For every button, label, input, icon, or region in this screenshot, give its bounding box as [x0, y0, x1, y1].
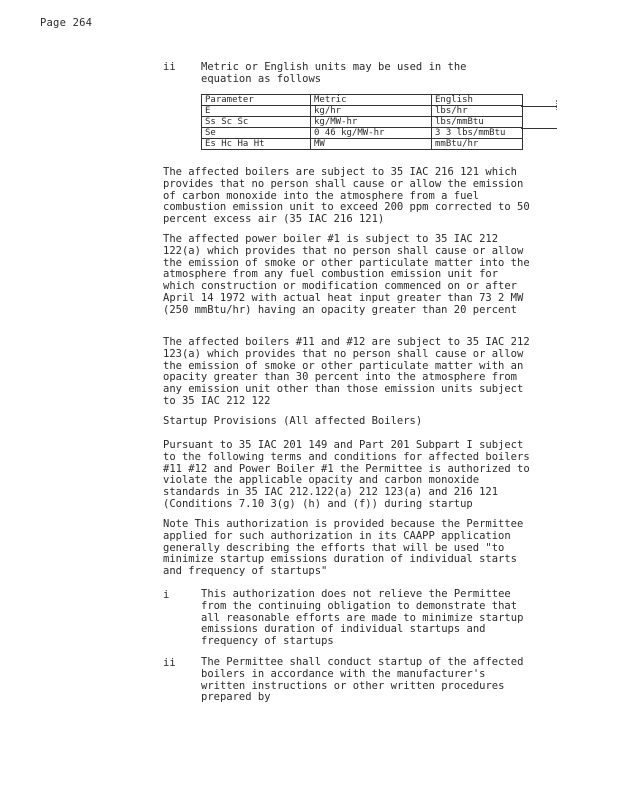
item-text: The Permittee shall conduct startup of the affected boilers in accordance with the manufacturer's written instructions or other written procedures prepared by — [201, 656, 524, 704]
table-cell: MW — [311, 139, 432, 150]
item-number: ii — [163, 61, 176, 73]
table-cell: Es Hc Ha Ht — [202, 139, 311, 150]
table-cell: Parameter — [202, 95, 311, 106]
table-cell: lbs/mmBtu — [432, 117, 523, 128]
table-row — [202, 139, 523, 150]
table-cell: lbs/hr — [432, 106, 523, 117]
paragraph-note: Note This authorization is provided because the Permittee applied for such authorization in its CAAPP application generally describing the efforts that will be used "to minimize startup emissions duration of individual starts and frequency of startups" — [163, 518, 524, 578]
table-cell: Se — [202, 128, 311, 139]
paragraph-startup-authorization: Pursuant to 35 IAC 201 149 and Part 201 Subpart I subject to the following terms and conditions for affected boilers #11 #12 and Power Boiler #1 the Permittee is authorized to violate the applicable opacity and carbon monoxide standards in 35 IAC 212.122(a) 212 123(a) and 216 121 (Conditions 7.10 3(g) (h) and (f)) during startup — [163, 439, 530, 510]
table-cell: English — [432, 95, 523, 106]
table-row — [202, 128, 523, 139]
paragraph-co-standard: The affected boilers are subject to 35 IAC 216 121 which provides that no person shall cause or allow the emission of carbon monoxide into the atmosphere from a fuel combustion emission unit to exceed 200 ppm corrected to 50 percent excess air (35 IAC 216 121) — [163, 166, 530, 226]
table-cell: Metric — [311, 95, 432, 106]
item-text: This authorization does not relieve the Permittee from the continuing obligation to demonstrate that all reasonable efforts are made to minimize startup emissions duration of individual startups and frequency of startups — [201, 588, 524, 648]
item-number: ii — [163, 657, 176, 669]
table-cell: kg/hr — [311, 106, 432, 117]
units-table — [201, 94, 523, 150]
page-label: Page 264 — [40, 17, 93, 29]
table-cell: mmBtu/hr — [432, 139, 523, 150]
item-text: Metric or English units may be used in the equation as follows — [201, 61, 467, 85]
table-row — [202, 117, 523, 128]
paragraph-power-boiler-opacity: The affected power boiler #1 is subject to 35 IAC 212 122(a) which provides that no person shall cause or allow the emission of smoke or other particulate matter into the atmosphere from any fuel combustion emission unit for which construction or modification commenced on or after April 14 1972 with actual heat input greater than 73 2 MW (250 mmBtu/hr) having an opacity greater than 20 percent — [163, 233, 530, 316]
table-cell: Ss Sc Sc — [202, 117, 311, 128]
item-number: i — [163, 589, 170, 601]
table-cell: kg/MW-hr — [311, 117, 432, 128]
table-cell: 0 46 kg/MW-hr — [311, 128, 432, 139]
table-rule — [556, 100, 557, 110]
table-header-row — [202, 95, 523, 106]
table-rule — [521, 106, 557, 107]
section-heading-startup: Startup Provisions (All affected Boilers) — [163, 415, 423, 427]
table-rule — [521, 128, 557, 129]
table-cell: E — [202, 106, 311, 117]
table-cell: 3 3 lbs/mmBtu — [432, 128, 523, 139]
paragraph-boilers-opacity: The affected boilers #11 and #12 are subject to 35 IAC 212 123(a) which provides that no person shall cause or allow the emission of smoke or other particulate matter with an opacity greater than 30 percent into the atmosphere from any emission unit other than those emission units subject to 35 IAC 212 122 — [163, 336, 530, 407]
table-row — [202, 106, 523, 117]
